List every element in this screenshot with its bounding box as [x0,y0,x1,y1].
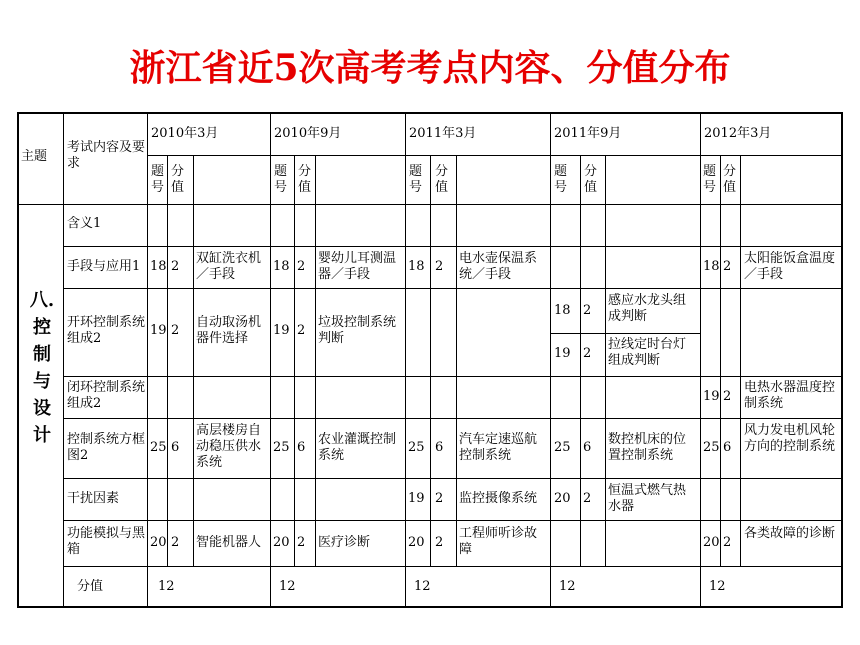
score: 2 [583,303,592,318]
subheader-q-no: 题号 [554,164,568,195]
subheader-score: 分值 [435,164,449,195]
header-year-2012-03: 2012年3月 [704,126,772,141]
footer-total: 12 [158,579,175,594]
score: 2 [435,491,444,506]
page-title: 浙江省近5次高考考点内容、分值分布 [129,47,731,89]
q-no: 25 [408,440,425,455]
q-no: 19 [408,491,425,506]
topic-black-box: 功能模拟与黑箱 [67,526,145,557]
score: 6 [723,440,732,455]
score: 6 [171,440,180,455]
score: 2 [583,346,592,361]
example: 恒温式燃气热水器 [608,483,687,514]
q-no: 20 [408,535,425,550]
footer-total: 12 [279,579,296,594]
topic-block-diagram: 控制系统方框图2 [67,432,145,463]
topic-interference: 干扰因素 [67,491,120,506]
q-no: 19 [273,323,290,338]
score: 2 [435,535,444,550]
q-no: 20 [703,535,720,550]
header-content: 考试内容及要求 [67,140,145,171]
example: 汽车定速巡航控制系统 [459,432,538,463]
example: 智能机器人 [196,535,262,550]
header-theme: 主题 [21,149,48,164]
q-no: 18 [273,259,290,274]
example: 电热水器温度控制系统 [744,380,836,411]
example: 高层楼房自动稳压供水系统 [196,423,262,470]
header-year-2011-03: 2011年3月 [409,126,477,141]
score: 2 [297,323,306,338]
example: 各类故障的诊断 [744,526,836,541]
score: 2 [297,259,306,274]
score: 2 [435,259,444,274]
subheader-score: 分值 [298,164,312,195]
footer-total: 12 [414,579,431,594]
q-no: 25 [703,440,720,455]
header-year-2010-09: 2010年9月 [274,126,342,141]
q-no: 20 [150,535,167,550]
score: 2 [583,491,592,506]
q-no: 18 [554,303,571,318]
q-no: 20 [273,535,290,550]
subheader-q-no: 题号 [409,164,423,195]
footer-score-label: 分值 [77,579,104,594]
score: 2 [171,259,180,274]
q-no: 25 [273,440,290,455]
score-distribution-table [17,112,843,608]
subheader-score: 分值 [723,164,737,195]
q-no: 25 [554,440,571,455]
q-no: 18 [408,259,425,274]
example: 垃圾控制系统判断 [318,315,397,346]
example: 数控机床的位置控制系统 [608,432,687,463]
q-no: 19 [554,346,571,361]
example: 医疗诊断 [318,535,371,550]
example: 感应水龙头组成判断 [608,293,687,324]
subheader-q-no: 题号 [274,164,288,195]
footer-total: 12 [709,579,726,594]
topic-meaning: 含义1 [67,216,102,231]
example: 拉线定时台灯组成判断 [608,337,687,368]
example: 电水壶保温系统／手段 [459,251,538,282]
q-no: 18 [150,259,167,274]
score: 2 [171,323,180,338]
example: 双缸洗衣机／手段 [196,251,262,282]
header-year-2011-09: 2011年9月 [554,126,622,141]
subheader-score: 分值 [171,164,185,195]
score: 6 [435,440,444,455]
topic-closed-loop: 闭环控制系统组成2 [67,380,145,411]
example: 婴幼儿耳测温器／手段 [318,251,397,282]
subheader-score: 分值 [584,164,598,195]
example: 农业灌溉控制系统 [318,432,397,463]
example: 太阳能饭盒温度／手段 [744,251,836,282]
subheader-q-no: 题号 [703,164,717,195]
header-year-2010-03: 2010年3月 [151,126,219,141]
score: 2 [297,535,306,550]
example: 风力发电机风轮方向的控制系统 [744,423,836,454]
theme-label: 八. 控 制 与 设 计 [29,290,55,446]
score: 2 [723,535,732,550]
q-no: 19 [703,389,720,404]
q-no: 20 [554,491,571,506]
footer-total: 12 [559,579,576,594]
topic-means-application: 手段与应用1 [67,259,141,274]
score: 2 [723,389,732,404]
score: 2 [171,535,180,550]
topic-open-loop: 开环控制系统组成2 [67,315,145,346]
subheader-q-no: 题号 [151,164,165,195]
q-no: 19 [150,323,167,338]
q-no: 18 [703,259,720,274]
score: 2 [723,259,732,274]
q-no: 25 [150,440,167,455]
score: 6 [583,440,592,455]
example: 监控摄像系统 [459,491,538,506]
example: 自动取汤机器件选择 [196,315,262,346]
score: 6 [297,440,306,455]
example: 工程师听诊故障 [459,526,538,557]
